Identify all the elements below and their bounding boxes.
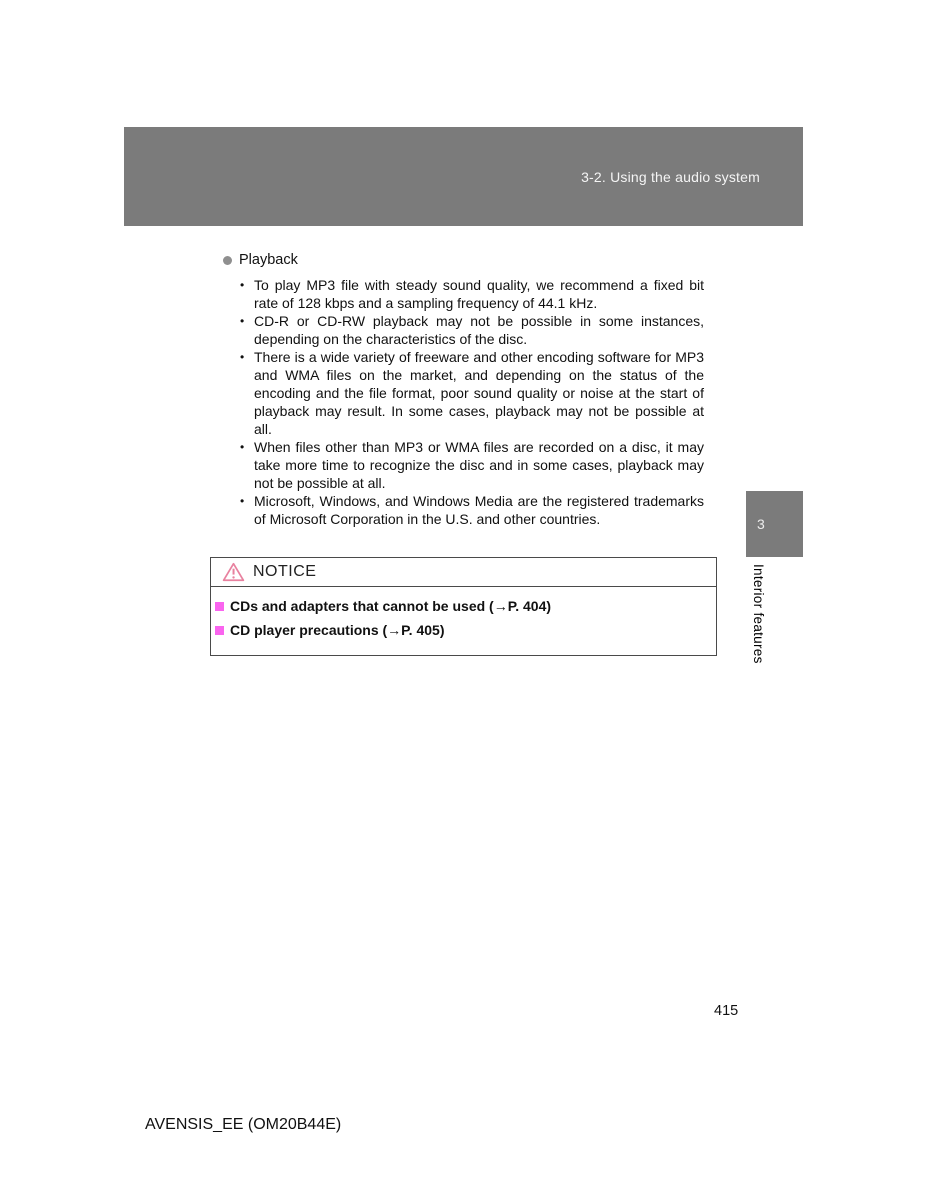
notice-item-text: CDs and adapters that cannot be used (→P. 404) (230, 598, 552, 614)
list-item-text: There is a wide variety of freeware and other encoding software for MP3 and WMA files on the market, and depending on the status of the encoding and the file format, poor sound quality or noise at the start of playback may result. In some cases, playback may not be possible at all. (254, 349, 704, 437)
section-header-title: 3-2. Using the audio system (581, 168, 760, 185)
list-item (240, 312, 704, 348)
notice-items (211, 587, 716, 637)
list-item (240, 276, 704, 312)
page-number: 415 (714, 1003, 739, 1019)
section-header-bar (124, 127, 803, 226)
list-item (240, 438, 704, 492)
dot-bullet-icon: • (240, 314, 245, 328)
circle-bullet-icon (223, 256, 232, 265)
notice-item (215, 623, 716, 637)
notice-title: NOTICE (253, 563, 317, 580)
footer-code: AVENSIS_EE (OM20B44E) (145, 1116, 342, 1133)
dot-bullet-icon: • (240, 440, 245, 454)
notice-header (211, 558, 716, 587)
content-area (223, 252, 704, 528)
notice-item-text: CD player precautions (→P. 405) (230, 622, 445, 638)
list-item-text: CD-R or CD-RW playback may not be possible in some instances, depending on the characteristics of the disc. (254, 313, 704, 347)
list-item-text: When files other than MP3 or WMA files are recorded on a disc, it may take more time to recognize the disc and in some cases, playback may not be possible at all. (254, 439, 704, 491)
topic-heading (223, 252, 704, 268)
dot-bullet-icon: • (240, 350, 245, 364)
chapter-tab-number: 3 (757, 516, 765, 532)
notice-box (210, 557, 717, 656)
list-item-text: To play MP3 file with steady sound quality, we recommend a fixed bit rate of 128 kbps and a sampling frequency of 44.1 kHz. (254, 277, 704, 311)
list-item (240, 492, 704, 528)
chapter-tab (746, 491, 803, 557)
chapter-tab-label: Interior features (751, 564, 766, 664)
square-bullet-icon (215, 626, 224, 635)
list-item-text: Microsoft, Windows, and Windows Media are the registered trademarks of Microsoft Corporation in the U.S. and other countries. (254, 493, 704, 527)
square-bullet-icon (215, 602, 224, 611)
list-item (240, 348, 704, 438)
warning-triangle-icon (222, 562, 245, 582)
bullet-list (223, 276, 704, 528)
dot-bullet-icon: • (240, 494, 245, 508)
notice-item (215, 599, 716, 613)
topic-heading-label: Playback (239, 252, 298, 268)
dot-bullet-icon: • (240, 278, 245, 292)
